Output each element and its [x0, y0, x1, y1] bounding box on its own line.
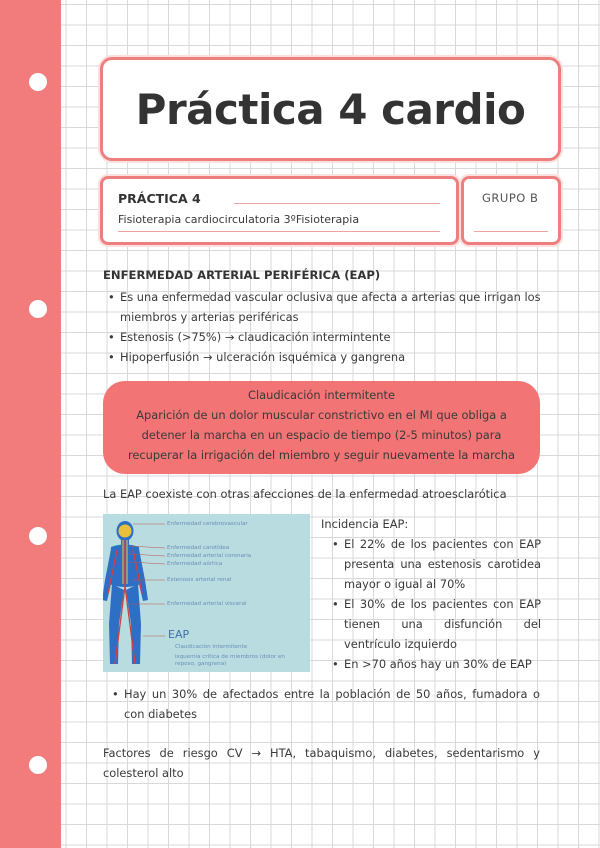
- practice-info-box: [100, 176, 459, 245]
- figure-label: Enfermedad carotídea: [167, 545, 230, 551]
- divider: [474, 231, 548, 232]
- callout-box: [103, 381, 540, 474]
- coexist-text: La EAP coexiste con otras afecciones de la enfermedad atroesclarótica: [103, 487, 507, 501]
- eap-body-figure: [103, 514, 310, 672]
- list-item: • Es una enfermedad vascular oclusiva que afecta a arterias que irrigan los miembros y arterias periféricas: [103, 287, 543, 327]
- list-item: • Estenosis (>75%) → claudicación intermintente: [103, 327, 543, 347]
- callout-text: Aparición de un dolor muscular constrictivo en el MI que obliga a detener la marcha en un espacio de tiempo (2-5 minutos) para recuperar la irrigación del miembro y seguir nuevamente la marcha: [127, 408, 516, 462]
- list-item: • En >70 años hay un 30% de EAP: [327, 654, 541, 674]
- title-box: [100, 57, 561, 161]
- subject-label: Fisioterapia cardiocirculatoria 3ºFisioterapia: [118, 213, 360, 226]
- figure-label: Enfermedad arterial coronaria: [167, 553, 252, 559]
- binder-hole: [29, 527, 47, 545]
- figure-label: Enfermedad aórtica: [167, 561, 223, 567]
- incidence-heading: Incidencia EAP:: [321, 517, 409, 531]
- list-item: • El 30% de los pacientes con EAP tienen una disfunción del ventrículo izquierdo: [327, 594, 541, 654]
- population-section: [103, 684, 540, 724]
- incidence-section: [321, 514, 541, 674]
- figure-label: Estenosis arterial renal: [167, 577, 232, 583]
- figure-eap-label: EAP: [168, 628, 190, 641]
- binder-hole: [29, 300, 47, 318]
- notebook-margin: [0, 0, 61, 848]
- divider: [118, 231, 440, 232]
- binder-hole: [29, 73, 47, 91]
- divider: [234, 203, 440, 204]
- group-label: GRUPO B: [482, 191, 539, 205]
- figure-label: Enfermedad cerebrovascular: [167, 521, 248, 527]
- figure-label: Isquemia crítica de miembros (dolor en reposo, gangrena): [175, 654, 285, 667]
- group-box: [461, 176, 561, 245]
- page-title: Práctica 4 cardio: [135, 84, 526, 134]
- callout-title: Claudicación intermitente: [248, 388, 395, 402]
- binder-hole: [29, 756, 47, 774]
- practice-label: PRÁCTICA 4: [118, 191, 201, 206]
- risk-factors-text: Factores de riesgo CV → HTA, tabaquismo, diabetes, sedentarismo y colesterol alto: [103, 746, 540, 780]
- list-item: • El 22% de los pacientes con EAP presenta una estenosis carotidea mayor o igual al 70%: [327, 534, 541, 594]
- figure-label: Claudicación intermitente: [175, 644, 248, 650]
- list-item: • Hay un 30% de afectados entre la población de 50 años, fumadora o con diabetes: [107, 684, 540, 724]
- list-item: • Hipoperfusión → ulceración isquémica y gangrena: [103, 347, 543, 367]
- section-eap: [103, 265, 543, 367]
- section-heading: ENFERMEDAD ARTERIAL PERIFÉRICA (EAP): [103, 268, 381, 282]
- figure-label: Enfermedad arterial visceral: [167, 601, 247, 607]
